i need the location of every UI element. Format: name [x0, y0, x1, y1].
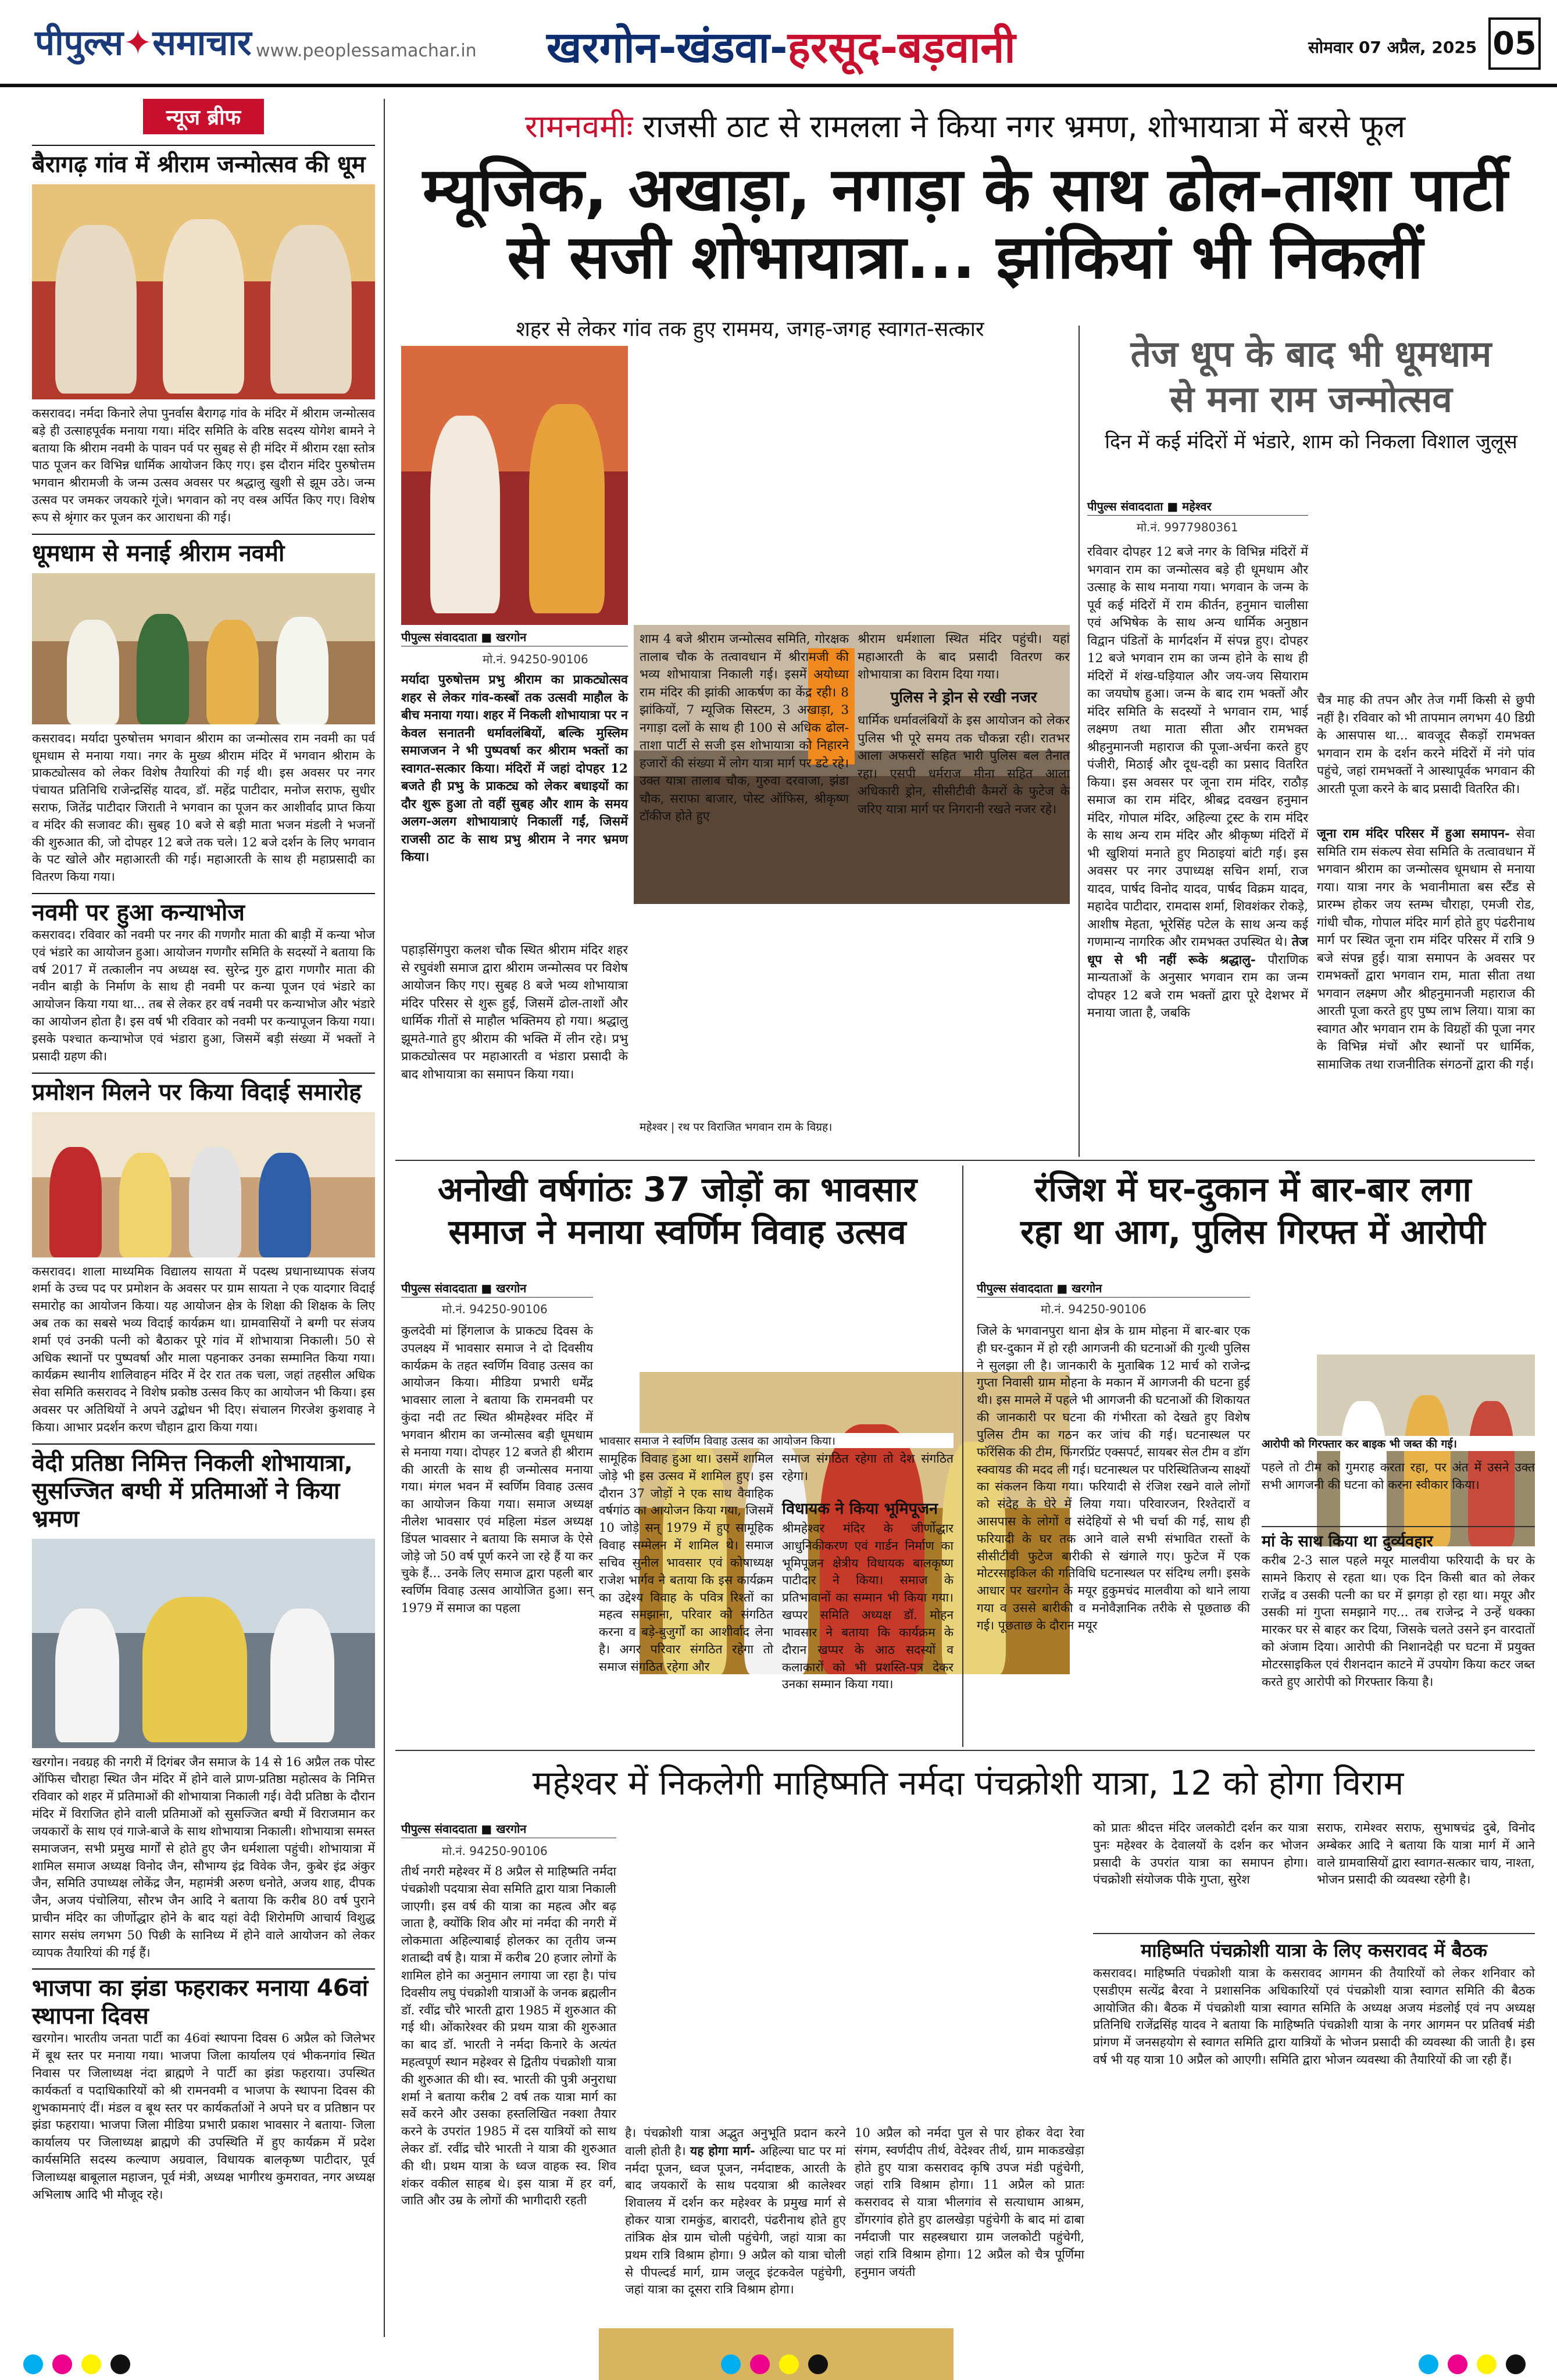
fire-body: पहले तो टीम को गुमराह करता रहा, पर अंत में उसने उक्त सभी आगजनी की घटना को करना स्वीकार किया। [1262, 1460, 1535, 1492]
fire-body: जिले के भगवानपुरा थाना क्षेत्र के ग्राम मोहना में बार-बार एक ही घर-दुकान में हो रही आगजनी की घटनाओं की गुत्थी पुलिस ने सुलझा ली है। जानकारी के मुताबिक 12 मार्च को राजेन्द्र गुप्ता निवासी ग्राम मोहना के मकान में आगजनी की घटना हुई थी। इस मामले में पहले भी आगजनी की घटनाओं की शिकायत की जानकारी पर घटना की गंभीरता को देखते हुए विशेष पुलिस टीम का गठन कर जांच की गई। घटनास्थल पर फॉरेंसिक की टीम, फिंगरप्रिंट एक्सपर्ट, सायबर सेल टीम व डॉग स्क्वायड की मदद ली गई। घटनास्थल पर परिस्थितिजन्य साक्ष्यों का संकलन किया गया। फरियादी से रंजिश रखने वाले लोगों को संदेह के घेरे में लिया गया। परिवारजन, रिश्तेदारों व आसपास के लोगों व संदेहियों से भी चर्चा की गई, साथ ही फरियादी के घर तक आने वाले सभी संभावित रास्तों के सीसीटीवी फुटेज बारीकी से खंगाले गए। फुटेज में एक मोटरसाइकिल की गतिविधि घटनास्थल पर संदिग्ध लगी। इसके आधार पर खरगोन के मयूर हुकुमचंद मालवीया को थाने लाया गया व उससे बारीकी व मनोवैज्ञानिक तरीके से पूछताछ की गई। पूछताछ के दौरान मयूर [977, 1324, 1250, 1632]
marriage-byline: पीपुल्स संवाददाता ■ खरगोन [401, 1279, 593, 1298]
marriage-mobile: मो.नं. 94250-90106 [442, 1302, 548, 1316]
brief-body: खरगोन। भारतीय जनता पार्टी का 46वां स्थापना दिवस 6 अप्रैल को जिलेभर में बूथ स्तर पर मनाया गया। भाजपा जिला कार्यालय एवं भीकनगांव स्थित निवास पर जिलाध्यक्ष नंदा ब्राह्मणे ने पार्टी का झंडा फहराया। उपस्थित कार्यकर्ता व पदाधिकारियों को श्री रामनवमी व भाजपा के स्थापना दिवस की शुभकामनाएं दीं। मंडल व बूथ स्तर पर कार्यकर्ताओं ने अपने घर व प्रतिष्ठान पर झंडा फहराया। भाजपा जिला मीडिया प्रभारी प्रकाश भावसार ने बताया- जिला कार्यालय पर जिलाध्यक्ष ब्राह्मणे की उपस्थिति में हुए कार्यक्रम में प्रदेश कार्यसमिति सदस्य कल्याण अग्रवाल, विधायक बालकृष्ण पाटीदार, पूर्व जिलाध्यक्ष बाबूलाल महाजन, पूर्व मंत्री, अध्यक्ष भागीरथ कुमरावत, नगर अध्यक्ष अभिलाष आदि भी मौजूद रहे। [32, 2031, 375, 2202]
website-url: www.peoplessamachar.in [256, 41, 477, 61]
lead-byline: पीपुल्स संवाददाता ■ खरगोन [401, 628, 628, 646]
page-number: 05 [1488, 17, 1541, 70]
lead-body: पहाड़सिंगपुरा कलश चौक स्थित श्रीराम मंदिर शहर से रघुवंशी समाज द्वारा श्रीराम जन्मोत्सव पर विशेष आयोजन किए गए। सुबह 8 बजे भव्य शोभायात्रा मंदिर परिसर से शुरू हुई, जिसमें ढोल-ताशों और धार्मिक गीतों से माहौल भक्तिमय हो गया। श्रद्धालु झूमते-गाते हुए श्रीराम की भक्ति में लीन रहे। प्रभु प्राकट्योत्सव पर महाआरती व भंडारा प्रसादी के बाद शोभायात्रा का समापन किया गया। [401, 943, 628, 1082]
marriage-body: सामूहिक विवाह हुआ था। उसमें शामिल जोड़े भी इस उत्सव में शामिल हुए। इस दौरान 37 जोड़ों ने एक साथ वैवाहिक वर्षगांठ का आयोजन किया गया, जिसमें 10 जोड़े सन् 1979 में हुए सामूहिक विवाह सम्मेलन में शामिल थे। समाज सचिव सुनील भावसार एवं कोषाध्यक्ष राजेश भार्गव ने बताया कि इस कार्यक्रम का उद्देश्य विवाह के पवित्र रिश्तों का महत्व समझाना, परिवार को संगठित करना व बड़े-बुजुर्गों का आशीर्वाद लेना है। अगर परिवार संगठित रहेगा तो समाज संगठित रहेगा और [599, 1452, 773, 1674]
yatra-body: तीर्थ नगरी महेश्वर में 8 अप्रैल से माहिष्मति नर्मदा पंचक्रोशी पदयात्रा सेवा समिति द्वारा यात्रा निकाली जाएगी। इस वर्ष की यात्रा का महत्व और बढ़ जाता है, क्योंकि शिव और मां नर्मदा की नगरी में लोकमाता अहिल्याबाई होलकर का तृतीय जन्म शताब्दी वर्ष है। यात्रा में करीब 20 हजार लोगों के शामिल होने का अनुमान लगाया जा रहा है। पांच दिवसीय लघु पंचक्रोशी यात्राओं के जनक ब्रह्मलीन डॉ. रवींद्र चौरे भारती द्वारा 1985 में शुरुआत की गई थी। ओंकारेश्वर की प्रथम यात्रा की शुरुआत का बाद डॉ. भारती ने नर्मदा किनारे के अत्यंत महत्वपूर्ण स्थान महेश्वर से द्वितीय पंचक्रोशी यात्रा की शुरुआत की थी। स्व. भारती की पुत्री अनुराधा शर्मा ने बताया करीब 2 वर्ष तक यात्रा मार्ग का सर्वे करने और उसका हस्तलिखित नक्शा तैयार करने के उपरांत 1985 में दस यात्रियों को साथ लेकर डॉ. रवींद्र चौरे भारती ने यात्रा की शुरुआत की थी। प्रथम यात्रा के ध्वज वाहक स्व. शिव शंकर वकील साहब थे। इस यात्रा में हर वर्ग, जाति और उम्र के लोगों की भागीदारी रहती [401, 1864, 616, 2208]
fire-box-head: मां के साथ किया था दुर्व्यवहार [1262, 1526, 1535, 1551]
news-brief-column [32, 99, 375, 2337]
marriage-body: समाज संगठित रहेगा तो देश संगठित रहेगा। [782, 1452, 954, 1483]
edition-title: खरगोन-खंडवा-हरसूद-बड़वानी [547, 23, 1016, 73]
brief-body: कसरावद। शाला माध्यमिक विद्यालय सायता में पदस्थ प्रधानाध्यापक संजय शर्मा के उच्च पद पर प्रमोशन के अवसर पर ग्राम सायता ने एक यादगार विदाई समारोह का आयोजन किया। यह आयोजन क्षेत्र के शिक्षा की शिक्षक के लिए अब तक का सबसे भव्य विदाई कार्यक्रम था। ग्रामवासियों ने बग्गी पर संजय शर्मा एवं उनकी पत्नी को बैठाकर पूरे गांव में शोभायात्रा निकाली। 50 से अधिक स्थानों पर पुष्पवर्षा और माला पहनाकर उनका सम्मानित किया गया। कार्यक्रम स्थानीय शालिवाहन मंदिर में देर रात तक चला, जहां तहसील अधिक सेवा समिति कसरावद ने विशेष प्रकोष्ठ उत्सव किए का आयोजन भी किया। इस अवसर पर अतिथियों ने अपने उद्बोधन भी दिए। संचालन गिरजेश कुशवाह ने किया। आभार प्रदर्शन करण चौहान द्वारा किया गया। [32, 1264, 375, 1434]
lead-kicker: रामनवमीः राजसी ठाट से रामलला ने किया नगर भ्रमण, शोभायात्रा में बरसे फूल [524, 108, 1406, 145]
news-brief-tag: न्यूज ब्रीफ [143, 99, 264, 134]
lead-body: श्रीराम धर्मशाला स्थित मंदिर पहुंची। यहां महाआरती के बाद प्रसादी वितरण कर शोभायात्रा का विराम दिया गया। [858, 632, 1070, 682]
brief-body: कसरावद। नर्मदा किनारे लेपा पुनर्वास बैरागढ़ गांव के मंदिर में श्रीराम जन्मोत्सव बड़े ही उत्साहपूर्वक मनाया गया। मंदिर समिति के वरिष्ठ सदस्य योगेश बामने ने बताया कि श्रीराम नवमी के पावन पर्व पर सुबह से ही मंदिर में श्रीराम रक्षा स्तोत्र पाठ पूजन कर विभिन्न धार्मिक आयोजन किए गए। इस दौरान मंदिर पुरुषोत्तम भगवान श्रीरामजी के जन्म उत्सव अवसर पर श्रद्धालु खुशी से झूम उठे। जन्म उत्सव पर जमकर जयकारे गूंजे। भगवान को नए वस्त्र अर्पित किए गए। विशेष रूप से श्रृंगार कर पूजन कर आराधना की गई। [32, 406, 375, 524]
mla-subhead: विधायक ने किया भूमिपूजन [782, 1500, 938, 1518]
fire-headline: रंजिश में घर-दुकान में बार-बार लगा रहा था आग, पुलिस गिरफ्त में आरोपी [1020, 1170, 1485, 1252]
right-story-body: चैत्र माह की तपन और तेज गर्मी किसी से छुपी नहीं है। रविवार को भी तापमान लगभग 40 डिग्री के आसपास था... बावजूद सैकड़ों रामभक्त भगवान राम के दर्शन करने मंदिरों में नंगे पांव पहुंचे, जहां रामभक्तों ने आस्थापूर्वक भगवान की आरती पूजा करने के बाद प्रसादी वितरित की। [1317, 693, 1535, 796]
right-story-byline: पीपुल्स संवाददाता ■ महेश्वर [1087, 497, 1308, 516]
brief-photo [32, 1539, 375, 1748]
right-story-body: जूना राम मंदिर परिसर में हुआ समापन- सेवा समिति राम संकल्प सेवा समिति के तत्वावधान में भगवान श्रीराम का जन्मोत्सव धूमधाम से मनाया गया। यात्रा नगर के भवानीमाता बस स्टैंड से प्रारम्भ होकर जय स्तम्भ चौराहा, एमजी रोड, गांधी चौक, गोपाल मंदिर मार्ग होते हुए पंढरीनाथ मार्ग पर स्थित जूना राम मंदिर परिसर में रात्रि 9 बजे संपन्न हुई। यात्रा समापन के अवसर पर रामभक्तों द्वारा भगवान राम, माता सीता तथा भगवान लक्ष्मण और श्रीहनुमानजी महाराज की आरती पूजा करते हुए पुष्प लाभ लिया। यात्रा का स्वागत और भगवान राम के विग्रहों की पूजा नगर के विभिन्न मंचों और स्थानों पर धार्मिक, सामाजिक तथा राजनीतिक संगठनों द्वारा की गई। [1317, 827, 1535, 1072]
brief-headline: बैरागढ़ गांव में श्रीराम जन्मोत्सव की धूम [32, 145, 375, 178]
lead-mobile: मो.नं. 94250-90106 [483, 652, 588, 666]
yatra-box-head: माहिष्मति पंचक्रोशी यात्रा के लिए कसरावद में बैठक [1093, 1933, 1535, 1963]
marriage-body: कुलदेवी मां हिंगलाज के प्राकट्य दिवस के उपलक्ष्य में भावसार समाज ने दो दिवसीय कार्यक्रम के तहत स्वर्णिम विवाह उत्सव का आयोजन किया। मीडिया प्रभारी धर्मेंद्र भावसार लाला ने बताया कि रामनवमी पर कुंदा नदी तट स्थित श्रीमहेश्वर मंदिर में भगवान श्रीराम का जन्मोत्सव बड़ी धूमधाम से मनाया गया। दोपहर 12 बजते ही श्रीराम की आरती के साथ ही जन्मोत्सव मनाया गया। मंगल भवन में स्वर्णिम विवाह उत्सव का आयोजन किया गया। समाज अध्यक्ष नीलेश भावसार एवं महिला मंडल अध्यक्ष डिंपल भावसार ने बताया कि समाज के ऐसे जोड़े जो 50 वर्ष पूर्ण करने जा रहे हैं या कर चुके हैं... उनके लिए समाज द्वारा पहली बार स्वर्णिम विवाह उत्सव आयोजित हुआ। सन् 1979 में समाज का पहला [401, 1324, 593, 1615]
fire-byline: पीपुल्स संवाददाता ■ खरगोन [977, 1279, 1250, 1298]
lead-intro: मर्यादा पुरुषोत्तम प्रभु श्रीराम का प्राकट्योत्सव शहर से लेकर गांव-कस्बों तक उत्सवी माहौल के बीच मनाया गया। शहर में निकली शोभायात्रा पर न केवल सनातनी धर्मावलंबियों, बल्कि मुस्लिम समाजजन ने भी पुष्पवर्षा कर श्रीराम भक्तों का स्वागत-सत्कार किया। मंदिरों में जहां दोपहर 12 बजते ही प्रभु के प्राकट्य को लेकर बधाइयों का दौर शुरू हुआ तो वहीं सुबह और शाम के समय अलग-अलग शोभायात्राएं निकालीं गईं, जिसमें राजसी ठाट के साथ प्रभु श्रीराम ने नगर भ्रमण किया। [401, 673, 628, 865]
newspaper-logo: पीपुल्स✦समाचार [35, 23, 252, 63]
yatra-byline: पीपुल्स संवाददाता ■ खरगोन [401, 1820, 616, 1838]
brief-body: खरगोन। नवग्रह की नगरी में दिगंबर जैन समाज के 14 से 16 अप्रैल तक पोस्ट ऑफिस चौराहा स्थित जैन मंदिर में होने वाले प्राण-प्रतिष्ठा महोत्सव के निमित्त रविवार को शहर में प्रतिमाओं की शोभायात्रा निकाली गई। वेदी प्रतिष्ठा के दौरान मंदिर में विराजित होने वाली प्रतिमाओं को सुसज्जित बग्घी में विराजमान कर जयकारों के साथ एवं गाजे-बाजे के साथ शोभायात्रा निकाली। शोभायात्रा समस्त समाजजन, सभी प्रमुख मार्गों से होते हुए जैन धर्मशाला पहुंची। शोभायात्रा में शामिल समाज अध्यक्ष विनोद जैन, सौभाग्य इंद्र विवेक जैन, कुबेर इंद्र अंकुर जैन, समिति उपाध्यक्ष लोकेंद्र जैन, महामंत्री अरुण धनोते, अजय शाह, दीपक जैन, अजय पंचोलिया, सौरभ जैन आदि ने बताया कि करीब 80 वर्ष पुराने प्राचीन मंदिर का जीर्णोद्धार होने के बाद यहां वेदी शिरोमणि आचार्य विशुद्ध सागर ससंघ लगभग 50 पिछी के सानिध्य में होने वाले आयोजन को लेकर व्यापक तैयारियां की गई हैं। [32, 1754, 375, 1960]
lead-headline: म्यूजिक, अखाड़ा, नगाड़ा के साथ ढोल-ताशा पार्टी से सजी शोभायात्रा... झांकियां भी निकलीं [422, 154, 1508, 293]
maheshwar-photo-caption: महेश्वर | रथ पर विराजित भगवान राम के विग्रह। [640, 1119, 1070, 1134]
brief-photo [32, 1112, 375, 1257]
print-registration-marks [0, 2349, 1557, 2380]
marriage-headline: अनोखी वर्षगांठः 37 जोड़ों का भावसार समाज ने मनाया स्वर्णिम विवाह उत्सव [437, 1170, 917, 1252]
fire-mobile: मो.नं. 94250-90106 [1041, 1302, 1147, 1316]
police-body: धार्मिक धर्मावलंबियों के इस आयोजन को लेकर पुलिस भी पूरे समय तक चौकन्ना रही। रातभर आला अफसरों सहित भारी पुलिस बल तैनात रहा। एसपी धर्मराज मीना सहित आला अधिकारी ड्रोन, सीसीटीवी कैमरों के फुटेज के जरिए यात्रा मार्ग पर निगरानी रखते नजर रहे। [858, 713, 1070, 817]
brief-body: कसरावद। रविवार को नवमी पर नगर की गणगौर माता की बाड़ी में कन्या भोज एवं भंडारे का आयोजन हुआ। आयोजन गणगौर समिति के सदस्यों ने बताया कि वर्ष 2017 में तत्कालीन नप अध्यक्ष स्व. सुरेन्द्र गुरु द्वारा गणगौर माता की नवीन बाड़ी के निर्माण के साथ ही नवमी पर कन्या पूजन एवं भंडारे का आयोजन किया गया था... तब से लेकर हर वर्ष नवमी पर कन्याभोज और भंडारे का आयोजन होता है। इस वर्ष भी रविवार को नवमी पर कन्यापूजन किया गया। इसके पश्चात कन्याभोज एवं भंडारा हुआ, जिसमें बड़ी संख्या में भक्तों ने प्रसादी ग्रहण की। [32, 928, 375, 1063]
brief-headline: प्रमोशन मिलने पर किया विदाई समारोह [32, 1073, 375, 1106]
fire-photo-caption: आरोपी को गिरफ्तार कर बाइक भी जब्त की गई। [1262, 1436, 1535, 1451]
brief-headline: भाजपा का झंडा फहराकर मनाया 46वां स्थापना दिवस [32, 1968, 375, 2030]
yatra-body: को प्रातः श्रीदत्त मंदिर जलकोटी दर्शन कर यात्रा पुनः महेश्वर के देवालयों के दर्शन कर भोजन प्रसादी के उपरांत यात्रा का समापन होगा। पंचक्रोशी संयोजक पीके गुप्ता, सुरेश [1093, 1821, 1308, 1887]
fire-box-body: करीब 2-3 साल पहले मयूर मालवीया फरियादी के घर के सामने किराए से रहता था। एक दिन किसी बात को लेकर राजेंद्र व उसकी पत्नी का घर में झगड़ा हो रहा था। मयूर और उसकी मां गुप्ता समझाने गए... तब राजेन्द्र ने उन्हें धक्का मारकर घर से बाहर कर दिया, जिसके चलते उसने इन वारदातों को अंजाम दिया। आरोपी की निशानदेही पर घटना में प्रयुक्त मोटरसाइकिल एवं रीशनदान काटने में उपयोग किया कटर जब्त करते हुए आरोपी को गिरफ्तार किया है। [1262, 1553, 1535, 1689]
brief-photo [32, 573, 375, 724]
brief-headline: वेदी प्रतिष्ठा निमित्त निकली शोभायात्रा, सुसज्जित बग्घी में प्रतिमाओं ने किया भ्रमण [32, 1443, 375, 1533]
marriage-photo-caption: भावसार समाज ने स्वर्णिम विवाह उत्सव का आयोजन किया। [599, 1433, 954, 1448]
brief-photo [32, 184, 375, 399]
yatra-body: 10 अप्रैल को नर्मदा पुल से पार होकर वेदा रेवा संगम, स्वर्णदीप तीर्थ, वेदेश्वर तीर्थ, ग्राम माकडखेड़ा होते हुए यात्रा कसरावद कृषि उपज मंडी पहुंचेगी, जहां रात्रि विश्राम होगा। 11 अप्रैल को प्रातः कसरावद से यात्रा भीलगांव से सत्याधाम आश्रम, डोंगरगांव होते हुए ढालखेड़ा पहुंचेगी के बाद मां ढाबा नर्मदाजी पार सहस्त्रधारा ग्राम जलकोटी पहुंचेगी, जहां रात्रि विश्राम होगा। 12 अप्रैल को चैत्र पूर्णिमा हनुमान जयंती [855, 2126, 1084, 2279]
masthead [0, 0, 1557, 87]
right-story-headline: तेज धूप के बाद भी धूमधाम से मना राम जन्मोत्सव [1130, 333, 1492, 420]
brief-body: कसरावद। मर्यादा पुरुषोत्तम भगवान श्रीराम का जन्मोत्सव राम नवमी का पर्व धूमधाम से मनाया गया। नगर के मुख्य श्रीराम मंदिर में भगवान श्रीराम के प्राकट्योत्सव को लेकर विशेष तैयारियां की गई थी। इस अवसर पर नगर पंचायत प्रतिनिधि राजेन्द्रसिंह यादव, डॉ. महेंद्र पाटीदार, मनोज सराफ, सुधीर सराफ, जितेंद्र पाटीदार जिराती ने भगवान का पूजन कर आशीर्वाद प्राप्त किया व मंदिर की सजावट की। सुबह 10 बजे से बड़ी माता भजन मंडली ने भजनों की शुरुआत की, जो दोपहर 12 बजे तक चले। 12 बजे दर्शन के लिए भगवान के पट खोले और महाआरती की गई। महाआरती के साथ ही महाप्रसादी का वितरण किया गया। [32, 731, 375, 884]
right-story-mobile: मो.नं. 9977980361 [1137, 520, 1238, 534]
brief-headline: धूमधाम से मनाई श्रीराम नवमी [32, 534, 375, 567]
mla-body: श्रीमहेश्वर मंदिर के जीर्णोद्धार आधुनिकीकरण एवं गार्डन निर्माण का भूमिपूजन क्षेत्रीय विधायक बालकृष्ण पाटीदार ने किया। समाज के प्रतिभावानों का सम्मान भी किया गया। खप्पर समिति अध्यक्ष डॉ. मोहन भावसार ने बताया कि कार्यक्रम के दौरान खप्पर के आठ सदस्यों व कलाकारों को भी प्रशस्ति-पत्र देकर उनका सम्मान किया गया। [782, 1521, 954, 1692]
lead-body: शाम 4 बजे श्रीराम जन्मोत्सव समिति, गोरक्षक तालाब चौक के तत्वावधान में श्रीरामजी की भव्य शोभायात्रा निकाली गई। इसमें अयोध्या राम मंदिर की झांकी आकर्षण का केंद्र रही। 8 झांकियों, 7 म्यूजिक सिस्टम, 3 अखाड़ा, 3 नगाड़ा दलों के साथ ही 100 से अधिक ढोल-ताशा पार्टी से सजी इस शोभायात्रा को निहारने हजारों की संख्या में लोग यात्रा मार्ग पर डटे रहे। उक्त यात्रा तालाब चौक, गुरुवा दरवाजा, झंडा चौक, सराफा बाजार, पोस्ट ऑफिस, श्रीकृष्ण टॉकीज होते हुए [640, 632, 849, 824]
lead-photo-idol [401, 346, 628, 625]
dateline: सोमवार 07 अप्रैल, 2025 [1308, 38, 1477, 57]
yatra-body: है। पंचक्रोशी यात्रा अद्भुत अनुभूति प्रदान करने वाली होती है। यह होगा मार्ग- अहिल्या घाट पर मां नर्मदा पूजन, ध्वज पूजन, नर्मदाष्टक, आरती के बाद जयकारों के साथ पदयात्रा श्री कालेश्वर शिवालय में दर्शन कर महेश्वर के प्रमुख मार्ग से होकर यात्रा रामकुंड, बारादरी, पंढरीनाथ होते हुए तांत्रिक क्षेत्र ग्राम चोली पहुंचेगी, जहां यात्रा का प्रथम रात्रि विश्राम होगा। 9 अप्रैल को यात्रा चोली से पीपल्दर्ड मार्ग, ग्राम जलूद इंटकवेल पहुंचेगी, जहां यात्रा का दूसरा रात्रि विश्राम होगा। [625, 2126, 846, 2297]
yatra-box-body: कसरावद। माहिष्मति पंचक्रोशी यात्रा के कसरावद आगमन की तैयारियों को लेकर शनिवार को एसडीएम सत्येंद्र बैरवा ने प्रशासनिक अधिकारियों एवं पंचक्रोशी यात्रा स्वागत समिति की बैठक आयोजित की। बैठक में पंचक्रोशी यात्रा स्वागत समिति के अध्यक्ष अजय मंडलोई एवं नप अध्यक्ष प्रतिनिधि राजेंद्रसिंह यादव ने बताया कि माहिष्मति पंचक्रोशी यात्रा के नगर आगमन पर प्रतिवर्ष मंडी प्रांगण में जनसहयोग से स्वागत समिति द्वारा यात्रियों के भोजन प्रसादी की व्यवस्था की जाती है। इस वर्ष भी यह यात्रा 10 अप्रैल को आएगी। समिति द्वारा भोजन व्यवस्था की तैयारियों की जा रही हैं। [1093, 1966, 1535, 2067]
yatra-mobile: मो.नं. 94250-90106 [442, 1844, 548, 1858]
lead-subhead: शहर से लेकर गांव तक हुए राममय, जगह-जगह स्वागत-सत्कार [516, 317, 984, 341]
yatra-headline: महेश्वर में निकलेगी माहिष्मति नर्मदा पंचक्रोशी यात्रा, 12 को होगा विराम [532, 1763, 1404, 1803]
police-subhead: पुलिस ने ड्रोन से रखी नजर [890, 689, 1037, 706]
brief-headline: नवमी पर हुआ कन्याभोज [32, 893, 375, 927]
yatra-body: सराफ, रामेश्वर सराफ, सुभाषचंद्र दुबे, विनोद अम्बेकर आदि ने बताया कि यात्रा मार्ग में आने वाले ग्रामवासियों द्वारा स्वागत-सत्कार चाय, नाश्ता, भोजन प्रसादी की व्यवस्था रहेगी है। [1317, 1821, 1535, 1887]
right-story-body: रविवार दोपहर 12 बजे नगर के विभिन्न मंदिरों में भगवान राम का जन्मोत्सव बड़े ही धूमधाम और उत्साह के साथ मनाया गया। भगवान के जन्म के पूर्व कई मंदिरों में राम कीर्तन, हनुमान चालीसा एवं अभिषेक के साथ अन्य धार्मिक अनुष्ठान विद्वान पंडितों के मार्गदर्शन में संपन्न हुए। दोपहर 12 बजे भगवान राम का जन्म होने के साथ ही मंदिरों में शंख-घड़ियाल और जय-जय सियाराम का जयघोष हुआ। जन्म के बाद राम भक्तों और मंदिर समिति के सदस्यों ने भगवान राम, भाई लक्ष्मण तथा माता सीता और रामभक्त श्रीहनुमानजी महाराज की पूजा-अर्चना करते हुए पंजीरी, मिठाई और दूध-दही का प्रसाद वितरित किया। इस अवसर पर जूना राम मंदिर, राठौड़ समाज का राम मंदिर, श्रीबद्र दवखन हनुमान मंदिर, गोपाल मंदिर, अहिल्या ट्रस्ट के राम मंदिर के साथ अन्य राम मंदिर और श्रीकृष्ण मंदिरों में भी खुशियां मनाते हुए मिठाइयां बांटी गई। इस अवसर पर नगर उपाध्यक्ष सचिन शर्मा, राज यादव, पार्षद विनोद यादव, पार्षद विक्रम यादव, महादेव पाटीदार, रामदास शर्मा, शिवशंकर रोकड़े, आशीष मेहता, भूरेसिंह पटेल के साथ अन्य कई गणमान्य नागरिक और रामभक्त उपस्थित थे। तेज धूप से भी नहीं रूके श्रद्धालु- पौराणिक मान्यताओं के अनुसार भगवान राम का जन्म दोपहर 12 बजे राम भक्तों द्वारा पूरे देशभर में मनाया जाता है, जबकि [1087, 545, 1308, 1021]
right-story-subhead: दिन में कई मंदिरों में भंडारे, शाम को निकला विशाल जुलूस [1105, 430, 1517, 453]
